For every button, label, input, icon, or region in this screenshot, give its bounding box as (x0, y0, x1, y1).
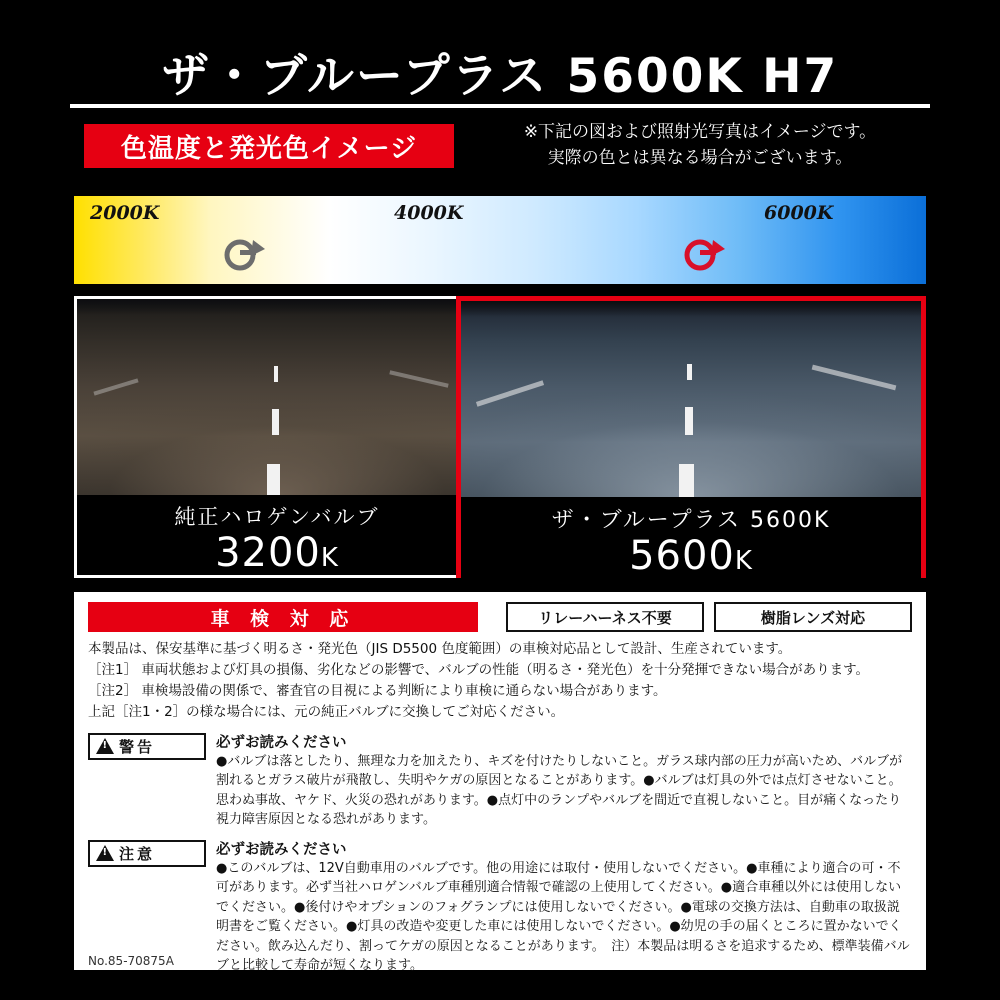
caution-badge-label: 注意 (119, 844, 156, 863)
description-note-2: ［注2］ 車検場設備の関係で、審査官の目視による判断により車検に通らない場合があります。 (88, 682, 667, 699)
part-number: No.85-70875A (88, 954, 174, 968)
warning-text-wrap (216, 731, 912, 830)
lane-line-segment (267, 464, 280, 495)
road-photo-blueplus (461, 301, 921, 497)
scale-label-2000k: 2000K (90, 202, 160, 224)
caption-blueplus (461, 497, 921, 578)
caption-blueplus-kelvin-value: 5600 (629, 533, 735, 579)
tag-shaken-compliant: 車 検 対 応 (88, 602, 478, 632)
horizon-shadow (461, 301, 921, 317)
image-disclaimer-line1: ※下記の図および照射光写真はイメージです。 (523, 122, 877, 142)
lane-line-segment (274, 366, 278, 382)
caution-badge (88, 840, 206, 867)
tag-no-relay-harness: リレーハーネス不要 (506, 602, 704, 632)
info-card (74, 592, 926, 974)
tag-spacer (478, 602, 496, 632)
warning-badge (88, 733, 206, 760)
caption-halogen-kelvin-unit: K (320, 543, 339, 573)
circle-arrow-marker-red-icon (679, 230, 725, 276)
comparison-panel-halogen (74, 296, 480, 578)
lane-line-segment (679, 464, 694, 497)
scale-label-4000k: 4000K (394, 202, 464, 224)
warning-block (88, 731, 912, 830)
horizon-shadow (77, 299, 477, 315)
warning-triangle-icon (96, 738, 114, 754)
image-disclaimer-line2: 実際の色とは異なる場合がございます。 (547, 147, 853, 168)
lane-line-segment (687, 364, 692, 380)
subheader-row (70, 120, 930, 182)
caution-block (88, 838, 912, 976)
warning-body: ●バルブは落としたり、無理な力を加えたり、キズを付けたりしないこと。ガラス球内部の圧力が高いため、バルブが割れるとガラス破片が飛散し、失明やケガの原因となることがあります。●バルブは灯具の外では点灯させないこと。思わぬ事故、ヤケド、火災の恐れがあります。●点灯中のランプやバルブを間近で直視しないこと。目が痛くなったり視力障害原因となる恐れがあります。 (216, 753, 903, 828)
tag-resin-lens-ok: 樹脂レンズ対応 (714, 602, 912, 632)
page-title-text: ザ・ブループラス 5600K H7 (161, 48, 839, 104)
description-note-3: 上記［注1・2］の様な場合には、元の純正バルブに交換してご対応ください。 (88, 703, 565, 720)
lane-line-segment (685, 407, 693, 435)
caption-halogen (77, 495, 477, 575)
caption-blueplus-kelvin-unit: K (734, 546, 753, 576)
scale-label-6000k: 6000K (764, 202, 834, 224)
description-lead: 本製品は、保安基準に基づく明るさ・発光色（JIS D5500 色度範囲）の車検対応品として設計、生産されています。 (88, 641, 792, 657)
lane-line-segment (272, 409, 279, 435)
caption-halogen-name: 純正ハロゲンバルブ (174, 505, 380, 529)
description-note-1: ［注1］ 車両状態および灯具の損傷、劣化などの影響で、バルブの性能（明るさ・発光色）を十分発揮できない場合があります。 (88, 661, 870, 678)
image-disclaimer-note (470, 120, 930, 171)
page-title (70, 38, 930, 106)
warning-badge-wrap (88, 731, 216, 830)
caption-blueplus-name: ザ・ブループラス 5600K (551, 508, 831, 533)
caution-triangle-icon (96, 845, 114, 861)
color-temperature-scale (74, 196, 926, 284)
warning-heading: 必ずお読みください (216, 734, 347, 751)
comparison-panel-blueplus (456, 296, 926, 578)
tag-row (88, 602, 912, 632)
caption-halogen-kelvin (77, 531, 477, 575)
warning-badge-label: 警告 (119, 737, 156, 756)
color-temperature-badge (84, 124, 454, 168)
road-photo-halogen (77, 299, 477, 495)
title-divider (70, 104, 930, 108)
description-block (88, 639, 912, 723)
circle-arrow-marker-gray-icon (219, 230, 265, 276)
caution-heading: 必ずお読みください (216, 841, 347, 858)
color-temperature-badge-label: 色温度と発光色イメージ (120, 133, 418, 164)
caution-body: ●このバルブは、12V自動車用のバルブです。他の用途には取付・使用しないでください。●車種により適合の可・不可があります。必ず当社ハロゲンバルブ車種別適合情報で確認の上使用してください。●適合車種以外には使用しないでください。●後付けやオプションのフォグランプには使用しないでください。●電球の交換方法は、自動車の取扱説明書をご覧ください。●灯具の改造や変更した車には使用しないでください。●幼児の手の届くところに置かないでください。飲み込んだり、割ってケガの原因となることがあります。 注）本製品は明るさを追求するため、標準装備バルブと比較して寿命が短くなります。 (216, 860, 910, 974)
caution-text-wrap (216, 838, 912, 976)
caption-blueplus-kelvin (461, 534, 921, 578)
caption-halogen-kelvin-value: 3200 (215, 530, 321, 576)
